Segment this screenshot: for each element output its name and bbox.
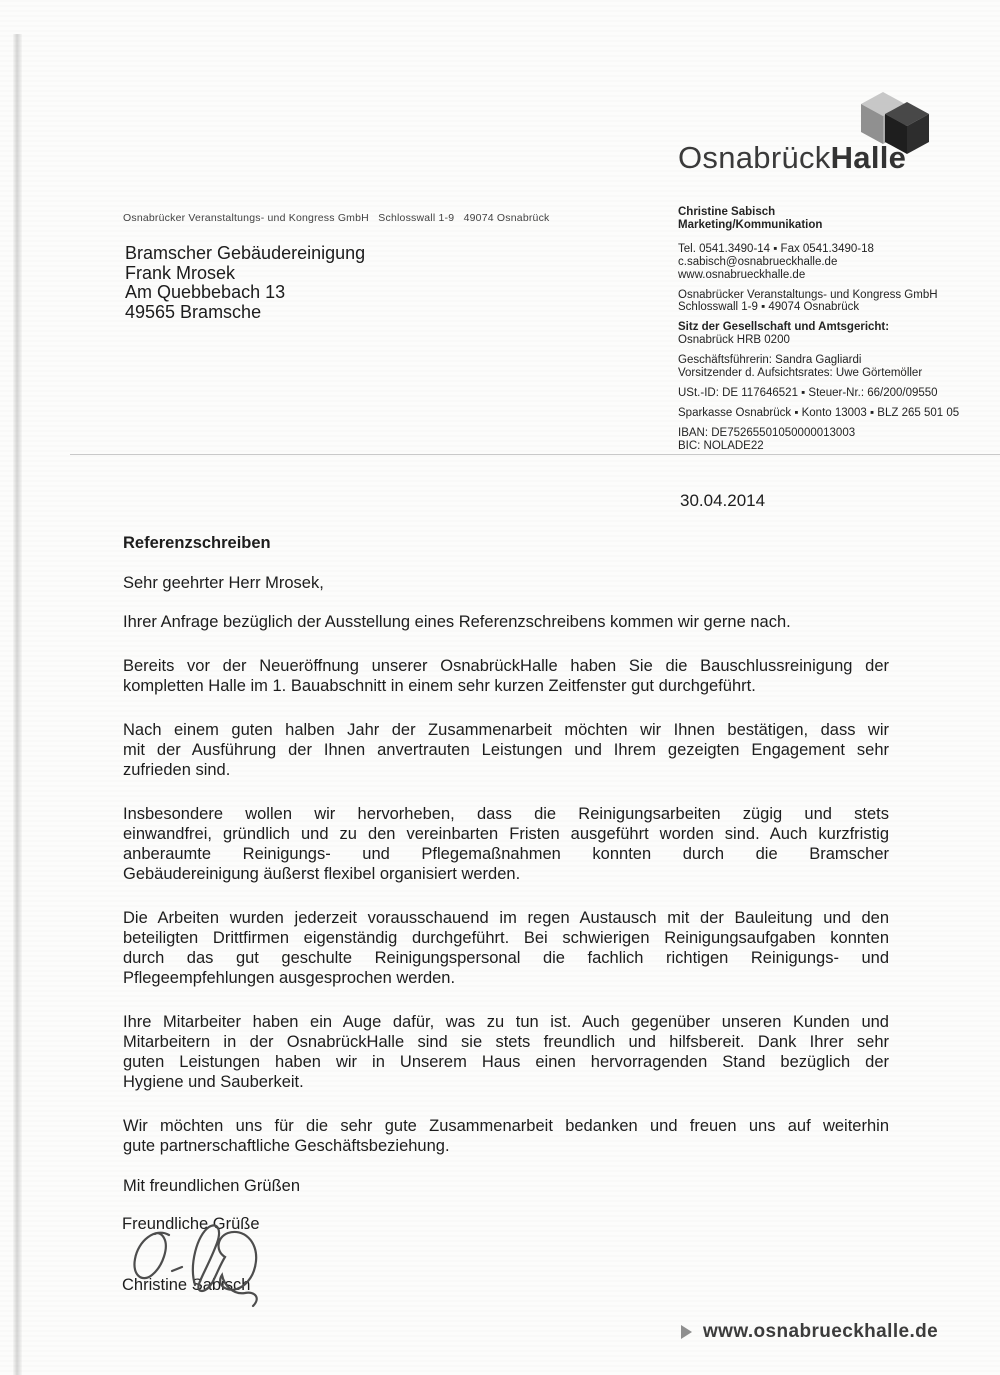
body-paragraph <box>123 1116 889 1156</box>
tax-ids: USt.-ID: DE 117646521 ▪ Steuer-Nr.: 66/200/09550 <box>678 386 938 399</box>
logo-text-regular: Osnabrück <box>678 140 831 175</box>
body-line: Pflegeempfehlungen ausgesprochen werden. <box>123 969 456 987</box>
contact-website: www.osnabrueckhalle.de <box>678 268 806 281</box>
body-line: anberaumte Reinigungs- und Pflegemaßnahmen konnten durch die Bramscher <box>123 845 889 863</box>
closing-formula-2: Freundliche Grüße <box>122 1215 260 1233</box>
salutation: Sehr geehrter Herr Mrosek, <box>123 574 324 592</box>
contact-phone-fax: Tel. 0541.3490-14 ▪ Fax 0541.3490-18 <box>678 242 874 255</box>
body-line: durch das gut geschulte Reinigungspersonal die fachlich richtigen Reinigungs- und <box>123 949 889 967</box>
contact-info-column <box>678 206 978 460</box>
body-line: mit der Ausführung der Ihnen anvertrauten Leistungen und Ihrem gezeigten Engagement sehr <box>123 741 889 759</box>
registry-number: Osnabrück HRB 0200 <box>678 334 790 347</box>
body-line: Mitarbeitern in der OsnabrückHalle sind sie stets freundlich und hilfsbereit. Dank Ihrer sehr <box>123 1033 889 1051</box>
body-paragraph <box>123 656 889 696</box>
contact-person-group <box>678 206 978 232</box>
company-address-group <box>678 289 978 315</box>
website-footer <box>681 1321 938 1343</box>
registry-group <box>678 321 978 347</box>
iban-group <box>678 427 978 453</box>
handwritten-signature <box>125 1221 285 1309</box>
logo-text-bold: Halle <box>830 140 907 175</box>
body-paragraph <box>123 1012 889 1092</box>
recipient-address-block <box>125 244 365 322</box>
management-group <box>678 354 978 380</box>
contact-name: Christine Sabisch <box>678 206 776 218</box>
company-address: Schlosswall 1-9 ▪ 49074 Osnabrück <box>678 301 860 314</box>
bank-group <box>678 407 978 420</box>
managing-director: Geschäftsführerin: Sandra Gagliardi <box>678 354 862 367</box>
tax-group <box>678 387 978 400</box>
body-line: Insbesondere wollen wir hervorheben, dass die Reinigungsarbeiten zügig und stets <box>123 805 889 823</box>
sender-return-address: Osnabrücker Veranstaltungs- und Kongress GmbH Schlosswall 1-9 49074 Osnabrück <box>123 212 550 224</box>
body-line: Gebäudereinigung äußerst flexibel organisiert werden. <box>123 865 521 883</box>
body-line: Die Arbeiten wurden jederzeit vorausschauend im regen Austausch mit der Bauleitung und den <box>123 909 889 927</box>
body-line: einwandfrei, gründlich und zu den vereinbarten Fristen ausgeführt worden sind. Auch kurzfristig <box>123 825 889 843</box>
triangle-right-icon <box>681 1325 692 1339</box>
recipient-line: Frank Mrosek <box>125 262 236 283</box>
company-name: Osnabrücker Veranstaltungs- und Kongress GmbH <box>678 288 938 301</box>
footer-website-link: www.osnabrueckhalle.de <box>703 1321 939 1342</box>
body-line: guten Leistungen haben wir in Unserem Haus einen hervorragenden Stand bezüglich der <box>123 1053 889 1071</box>
body-paragraph <box>123 720 889 780</box>
registry-label: Sitz der Gesellschaft und Amtsgericht: <box>678 321 890 334</box>
body-line: Ihrer Anfrage bezüglich der Ausstellung eines Referenzschreibens kommen wir gerne nach. <box>123 613 791 631</box>
body-line: beteiligten Drittfirmen eigenständig durchgeführt. Bei schwierigen Reinigungsaufgaben konnten <box>123 929 889 947</box>
subject-line: Referenzschreiben <box>123 534 271 552</box>
company-logo <box>678 140 906 176</box>
body-line: Nach einem guten halben Jahr der Zusammenarbeit möchten wir Ihnen bestätigen, dass wir <box>123 721 889 739</box>
iban: IBAN: DE75265501050000013003 <box>678 426 856 439</box>
body-paragraph <box>123 612 889 632</box>
recipient-line: Bramscher Gebäudereinigung <box>125 243 366 263</box>
bic: BIC: NOLADE22 <box>678 439 764 452</box>
body-paragraph <box>123 908 889 988</box>
board-chairman: Vorsitzender d. Aufsichtsrates: Uwe Görtemöller <box>678 367 923 380</box>
body-line: zufrieden sind. <box>123 761 231 779</box>
contact-email: c.sabisch@osnabrueckhalle.de <box>678 255 838 268</box>
contact-comm-group <box>678 243 978 282</box>
body-line: Ihre Mitarbeiter haben ein Auge dafür, was zu tun ist. Auch gegenüber unseren Kunden und <box>123 1013 889 1031</box>
recipient-line: Am Quebbebach 13 <box>125 282 286 302</box>
letter-body <box>123 612 889 1180</box>
body-paragraph <box>123 804 889 884</box>
bank-details: Sparkasse Osnabrück ▪ Konto 13003 ▪ BLZ 265 501 05 <box>678 406 960 419</box>
scan-edge-shadow <box>13 34 22 1375</box>
body-line: Hygiene und Sauberkeit. <box>123 1073 304 1091</box>
body-line: kompletten Halle im 1. Bauabschnitt in einem sehr kurzen Zeitfenster gut durchgeführt. <box>123 677 756 695</box>
recipient-line: 49565 Bramsche <box>125 301 262 322</box>
closing-formula: Mit freundlichen Grüßen <box>123 1177 300 1195</box>
signer-name: Christine Sabisch <box>122 1276 251 1294</box>
contact-department: Marketing/Kommunikation <box>678 218 823 231</box>
body-line: Wir möchten uns für die sehr gute Zusammenarbeit bedanken und freuen uns auf weiterhin <box>123 1117 889 1135</box>
body-line: gute partnerschaftliche Geschäftsbeziehung. <box>123 1137 450 1155</box>
letter-date: 30.04.2014 <box>680 491 766 510</box>
body-line: Bereits vor der Neueröffnung unserer OsnabrückHalle haben Sie die Bauschlussreinigung der <box>123 657 889 675</box>
